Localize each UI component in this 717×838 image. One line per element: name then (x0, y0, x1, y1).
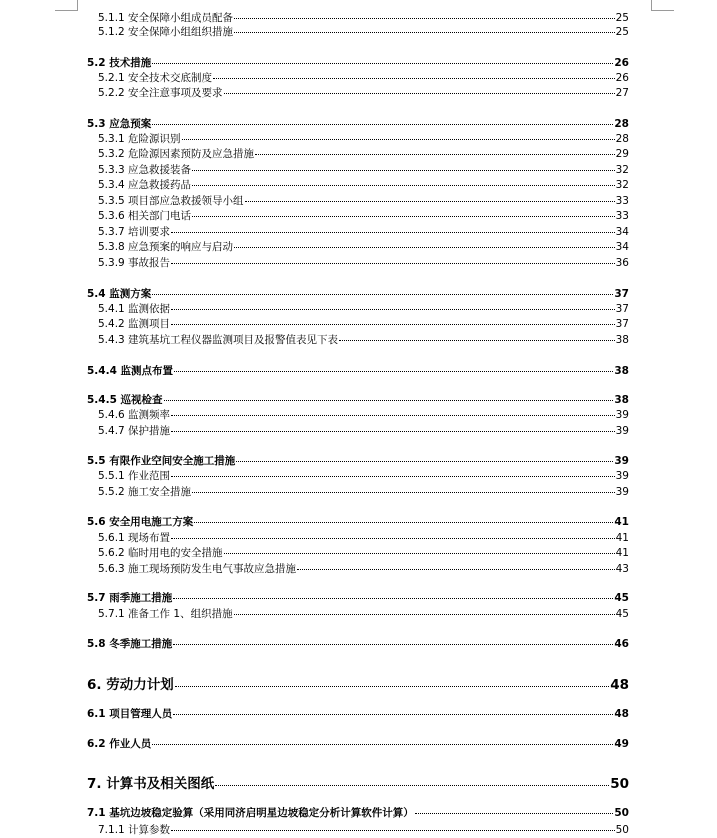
toc-dot-leader (297, 569, 615, 570)
toc-entry-page-number: 39 (615, 470, 629, 482)
toc-entry-label: 5.6 安全用电施工方案 (87, 516, 194, 528)
toc-entry-label: 5.6.1 现场布置 (98, 532, 171, 544)
toc-entry-label: 5.2 技术措施 (87, 57, 152, 69)
toc-entry-page-number: 48 (614, 708, 629, 720)
toc-entry[interactable] (98, 131, 629, 146)
toc-dot-leader (415, 813, 614, 814)
toc-entry[interactable] (87, 673, 629, 693)
toc-entry-label: 5.3.3 应急救援装备 (98, 164, 192, 176)
toc-entry[interactable] (98, 561, 629, 576)
toc-entry-page-number: 37 (614, 288, 629, 300)
toc-entry[interactable] (87, 116, 629, 131)
toc-entry-page-number: 34 (615, 241, 629, 253)
toc-entry-page-number: 25 (615, 26, 629, 38)
toc-entry-page-number: 41 (614, 516, 629, 528)
toc-entry[interactable] (98, 468, 629, 483)
toc-dot-leader (174, 371, 613, 372)
toc-dot-leader (152, 294, 613, 295)
toc-entry-page-number: 33 (615, 195, 629, 207)
toc-dot-leader (192, 185, 615, 186)
toc-entry[interactable] (87, 706, 629, 721)
toc-dot-leader (171, 476, 615, 477)
toc-entry-label: 5.3.8 应急预案的响应与启动 (98, 241, 234, 253)
toc-dot-leader (192, 170, 615, 171)
toc-entry[interactable] (87, 453, 629, 468)
toc-entry-label: 5.5 有限作业空间安全施工措施 (87, 455, 236, 467)
toc-entry-label: 5.3.5 项目部应急救援领导小组 (98, 195, 244, 207)
toc-entry[interactable] (98, 255, 629, 270)
toc-dot-leader (173, 598, 613, 599)
toc-entry-page-number: 26 (614, 57, 629, 69)
toc-entry[interactable] (98, 224, 629, 239)
toc-entry-page-number: 39 (615, 425, 629, 437)
toc-entry[interactable] (98, 162, 629, 177)
toc-dot-leader (171, 830, 615, 831)
toc-entry-page-number: 26 (615, 72, 629, 84)
toc-dot-leader (192, 216, 615, 217)
toc-entry-label: 5.4.3 建筑基坑工程仪器监测项目及报警值表见下表 (98, 334, 339, 346)
toc-entry-label: 5.4.7 保护措施 (98, 425, 171, 437)
toc-entry[interactable] (87, 772, 629, 792)
toc-entry-label: 5.3.9 事故报告 (98, 257, 171, 269)
toc-entry-label: 5.7 雨季施工措施 (87, 592, 173, 604)
toc-entry[interactable] (98, 24, 629, 39)
toc-entry-label: 5.7.1 准备工作 1、组织措施 (98, 608, 233, 620)
toc-entry-page-number: 36 (615, 257, 629, 269)
toc-entry[interactable] (98, 423, 629, 438)
toc-entry[interactable] (98, 407, 629, 422)
toc-entry-page-number: 38 (615, 334, 629, 346)
toc-entry[interactable] (98, 301, 629, 316)
toc-entry-label: 5.3.2 危险源因素预防及应急措施 (98, 148, 255, 160)
toc-entry-page-number: 43 (615, 563, 629, 575)
toc-entry[interactable] (98, 545, 629, 560)
toc-entry-page-number: 33 (615, 210, 629, 222)
toc-entry-page-number: 50 (614, 807, 629, 819)
toc-entry-label: 5.4.4 监测点布置 (87, 365, 174, 377)
toc-dot-leader (164, 400, 614, 401)
toc-entry[interactable] (98, 530, 629, 545)
toc-entry-label: 5.5.1 作业范围 (98, 470, 171, 482)
toc-entry-label: 5.3.6 相关部门电话 (98, 210, 192, 222)
toc-entry-page-number: 41 (615, 532, 629, 544)
toc-entry[interactable] (87, 736, 629, 751)
toc-entry-label: 5.1.1 安全保障小组成员配备 (98, 12, 234, 24)
toc-entry[interactable] (87, 286, 629, 301)
toc-entry[interactable] (87, 636, 629, 651)
toc-entry[interactable] (98, 10, 629, 25)
toc-entry-page-number: 28 (614, 118, 629, 130)
toc-dot-leader (175, 686, 609, 687)
toc-dot-leader (171, 232, 615, 233)
toc-entry-label: 5.2.1 安全技术交底制度 (98, 72, 213, 84)
toc-entry-label: 5.8 冬季施工措施 (87, 638, 173, 650)
toc-entry[interactable] (87, 590, 629, 605)
toc-entry-label: 5.4 监测方案 (87, 288, 152, 300)
toc-entry[interactable] (98, 177, 629, 192)
toc-entry[interactable] (87, 55, 629, 70)
toc-entry-page-number: 45 (615, 608, 629, 620)
toc-entry-label: 5.3.4 应急救援药品 (98, 179, 192, 191)
toc-entry[interactable] (98, 484, 629, 499)
toc-entry-label: 6. 劳动力计划 (87, 677, 174, 693)
toc-entry-label: 5.3.1 危险源识别 (98, 133, 181, 145)
toc-entry-label: 5.6.3 施工现场预防发生电气事故应急措施 (98, 563, 297, 575)
toc-entry-page-number: 32 (615, 164, 629, 176)
toc-entry[interactable] (87, 514, 629, 529)
toc-entry[interactable] (98, 193, 629, 208)
toc-entry-page-number: 39 (615, 486, 629, 498)
toc-dot-leader (224, 553, 615, 554)
toc-entry-page-number: 34 (615, 226, 629, 238)
toc-entry-page-number: 45 (614, 592, 629, 604)
toc-entry-page-number: 41 (615, 547, 629, 559)
toc-dot-leader (255, 154, 615, 155)
toc-entry[interactable] (98, 239, 629, 254)
toc-dot-leader (152, 124, 613, 125)
toc-entry-page-number: 32 (615, 179, 629, 191)
toc-entry[interactable] (98, 146, 629, 161)
toc-entry-label: 5.4.1 监测依据 (98, 303, 171, 315)
toc-entry-label: 5.2.2 安全注意事项及要求 (98, 87, 223, 99)
toc-entry[interactable] (98, 316, 629, 331)
toc-dot-leader (173, 644, 613, 645)
toc-dot-leader (171, 263, 615, 264)
toc-entry-label: 5.1.2 安全保障小组组织措施 (98, 26, 234, 38)
toc-entry-label: 5.6.2 临时用电的安全措施 (98, 547, 223, 559)
toc-entry-label: 7.1 基坑边坡稳定验算（采用同济启明星边坡稳定分析计算软件计算） (87, 807, 414, 819)
toc-entry-label: 5.5.2 施工安全措施 (98, 486, 192, 498)
toc-entry[interactable] (98, 332, 629, 347)
toc-dot-leader (192, 492, 615, 493)
toc-dot-leader (234, 614, 615, 615)
toc-entry-label: 7.1.1 计算参数 (98, 824, 171, 836)
toc-entry[interactable] (87, 805, 629, 820)
toc-dot-leader (236, 461, 613, 462)
toc-entry-label: 5.4.6 监测频率 (98, 409, 171, 421)
toc-entry-page-number: 38 (614, 394, 629, 406)
toc-entry-page-number: 37 (615, 318, 629, 330)
toc-entry-page-number: 50 (615, 824, 629, 836)
toc-entry-page-number: 48 (610, 677, 629, 693)
toc-dot-leader (171, 324, 615, 325)
toc-entry-page-number: 39 (614, 455, 629, 467)
toc-dot-leader (152, 63, 613, 64)
toc-entry-label: 5.3 应急预案 (87, 118, 152, 130)
toc-dot-leader (171, 431, 615, 432)
toc-entry-page-number: 37 (615, 303, 629, 315)
toc-entry-page-number: 29 (615, 148, 629, 160)
toc-entry[interactable] (87, 363, 629, 378)
toc-dot-leader (171, 538, 615, 539)
toc-entry-page-number: 39 (615, 409, 629, 421)
toc-entry-label: 5.3.7 培训要求 (98, 226, 171, 238)
toc-dot-leader (234, 247, 615, 248)
toc-dot-leader (152, 744, 613, 745)
toc-entry[interactable] (98, 822, 629, 837)
toc-entry-page-number: 46 (614, 638, 629, 650)
toc-entry[interactable] (87, 392, 629, 407)
toc-dot-leader (171, 415, 615, 416)
toc-dot-leader (245, 201, 615, 202)
toc-dot-leader (234, 18, 615, 19)
toc-entry[interactable] (98, 70, 629, 85)
toc-dot-leader (173, 714, 613, 715)
toc-entry[interactable] (98, 606, 629, 621)
toc-entry-label: 5.4.5 巡视检查 (87, 394, 163, 406)
toc-entry-label: 5.4.2 监测项目 (98, 318, 171, 330)
toc-dot-leader (215, 785, 609, 786)
toc-entry-label: 6.1 项目管理人员 (87, 708, 173, 720)
toc-dot-leader (339, 340, 615, 341)
toc-dot-leader (171, 309, 615, 310)
toc-entry-page-number: 50 (610, 776, 629, 792)
toc-entry-page-number: 49 (614, 738, 629, 750)
toc-dot-leader (213, 78, 615, 79)
toc-dot-leader (224, 93, 615, 94)
toc-dot-leader (182, 139, 615, 140)
toc-entry[interactable] (98, 208, 629, 223)
toc-entry-page-number: 27 (615, 87, 629, 99)
toc-entry-page-number: 28 (615, 133, 629, 145)
toc-dot-leader (234, 32, 615, 33)
toc-entry-page-number: 25 (615, 12, 629, 24)
toc-entry-page-number: 38 (614, 365, 629, 377)
toc-dot-leader (194, 522, 613, 523)
toc-entry-label: 7. 计算书及相关图纸 (87, 776, 215, 792)
toc-entry-label: 6.2 作业人员 (87, 738, 152, 750)
toc-entry[interactable] (98, 85, 629, 100)
